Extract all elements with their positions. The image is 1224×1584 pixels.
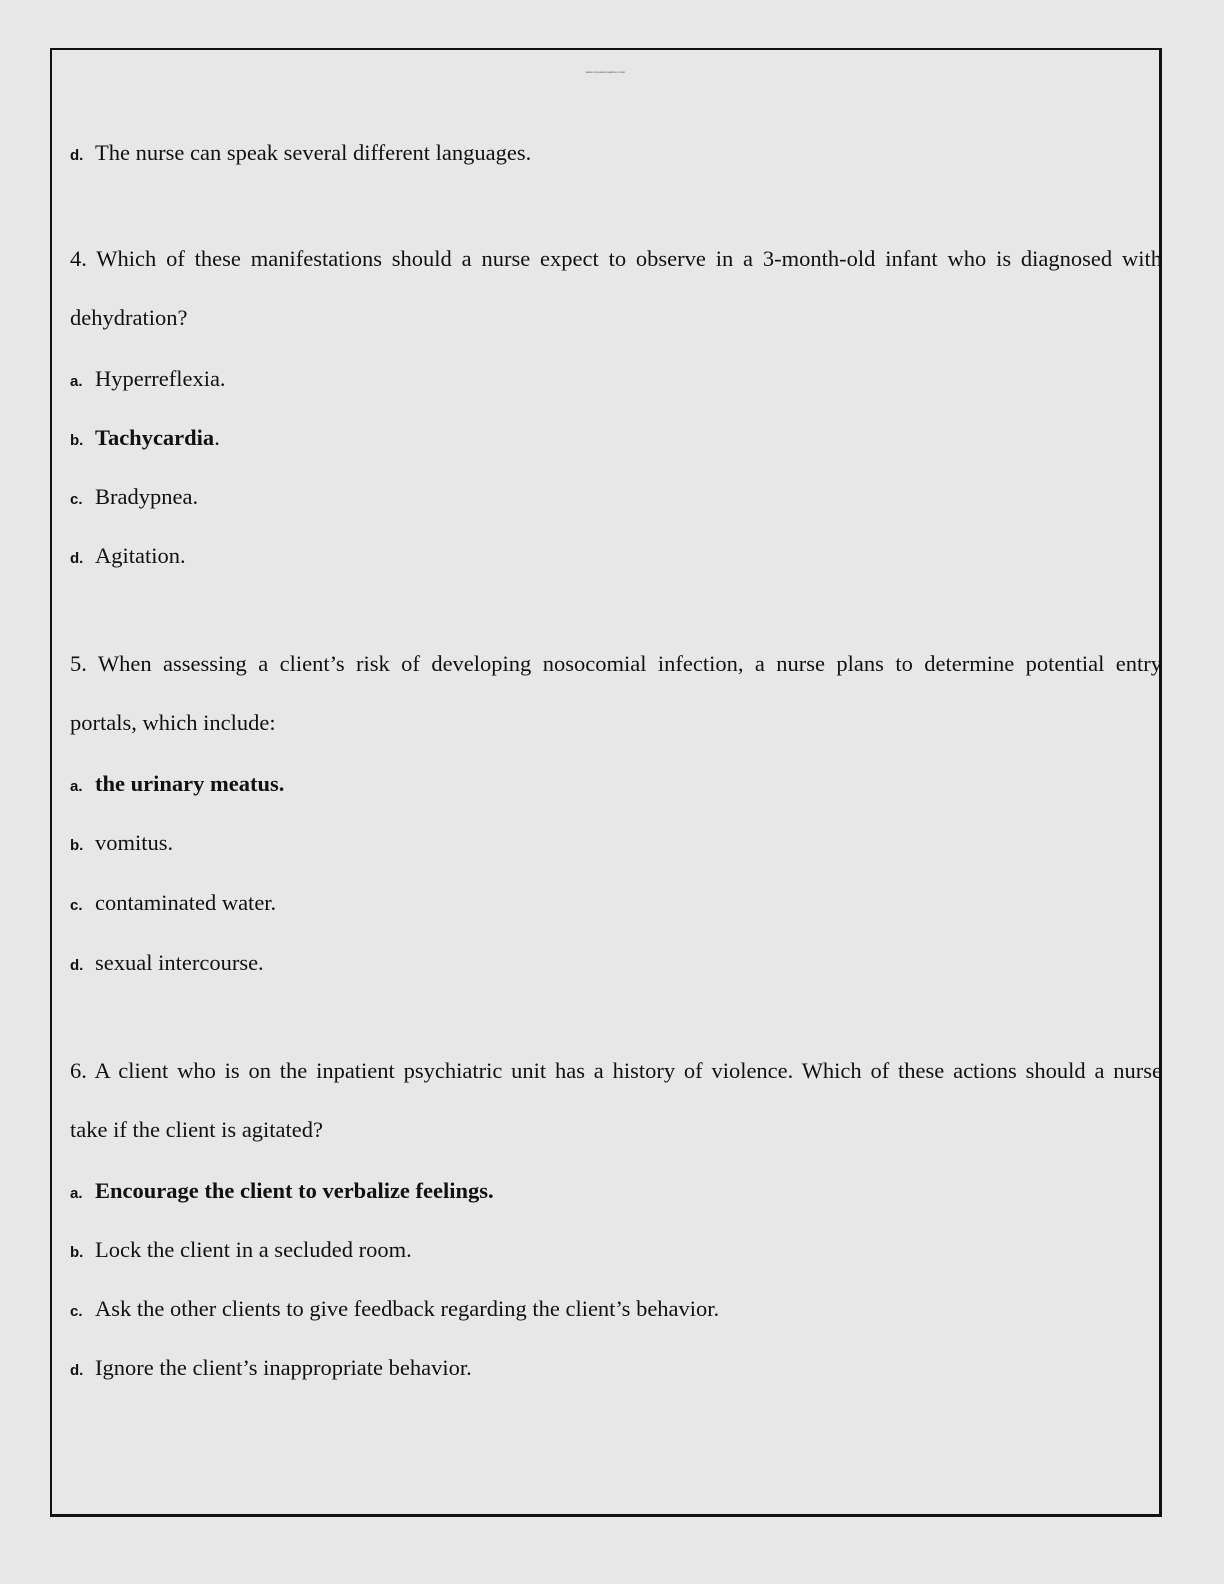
q5-option-a: [70, 773, 284, 796]
option-text: Agitation.: [95, 543, 186, 568]
q6-stem-line1: 6. A client who is on the inpatient psychiatric unit has a history of violence. Which of these actions should a nurse: [70, 1058, 1162, 1083]
q5-stem-line2: portals, which include:: [70, 710, 276, 735]
q6-option-a: [70, 1180, 494, 1203]
q6-stem-line2: take if the client is agitated?: [70, 1117, 324, 1142]
option-letter: a.: [70, 1185, 83, 1202]
option-text-correct: Tachycardia: [95, 425, 215, 450]
option-letter: b.: [70, 432, 84, 449]
option-text: Hyperreflexia.: [95, 366, 226, 391]
q4-option-d: [70, 545, 186, 568]
option-text: contaminated water.: [95, 890, 277, 915]
option-letter: c.: [70, 1303, 83, 1320]
option-text-correct: the urinary meatus.: [95, 771, 285, 796]
option-text: Lock the client in a secluded room.: [95, 1237, 412, 1262]
option-text: sexual intercourse.: [95, 950, 264, 975]
q4-option-b: [70, 427, 220, 450]
option-text: vomitus.: [95, 830, 174, 855]
option-letter: d.: [70, 550, 84, 567]
page-frame: [50, 48, 1162, 1517]
q4-option-c: [70, 486, 198, 509]
option-text: Ignore the client’s inappropriate behavior.: [95, 1355, 472, 1380]
option-letter: c.: [70, 491, 83, 508]
q5-stem-line1: 5. When assessing a client’s risk of developing nosocomial infection, a nurse plans to determine potential entry: [70, 651, 1162, 676]
q6-option-d: [70, 1357, 472, 1380]
q5-option-d: [70, 952, 264, 975]
option-letter: d.: [70, 1362, 84, 1379]
q5-option-b: [70, 832, 173, 855]
q3-option-d: [70, 142, 531, 165]
q6-option-c: [70, 1298, 719, 1321]
option-text: Bradypnea.: [95, 484, 199, 509]
option-letter: a.: [70, 373, 83, 390]
option-text: Ask the other clients to give feedback regarding the client’s behavior.: [95, 1296, 720, 1321]
option-letter: a.: [70, 778, 83, 795]
q4-stem-line2: dehydration?: [70, 305, 188, 330]
option-text: The nurse can speak several different languages.: [95, 140, 532, 165]
option-letter: c.: [70, 897, 83, 914]
q4-stem-line1: 4. Which of these manifestations should a nurse expect to observe in a 3-month-old infant who is diagnosed with: [70, 246, 1162, 271]
option-letter: b.: [70, 837, 84, 854]
page-header: www.myexamsolution.com: [585, 70, 626, 74]
option-letter: b.: [70, 1244, 84, 1261]
option-text-correct: Encourage the client to verbalize feelings.: [95, 1178, 494, 1203]
q5-option-c: [70, 892, 276, 915]
option-letter: d.: [70, 147, 84, 164]
option-letter: d.: [70, 957, 84, 974]
q6-option-b: [70, 1239, 412, 1262]
option-text-punct: .: [214, 425, 220, 450]
q4-option-a: [70, 368, 226, 391]
